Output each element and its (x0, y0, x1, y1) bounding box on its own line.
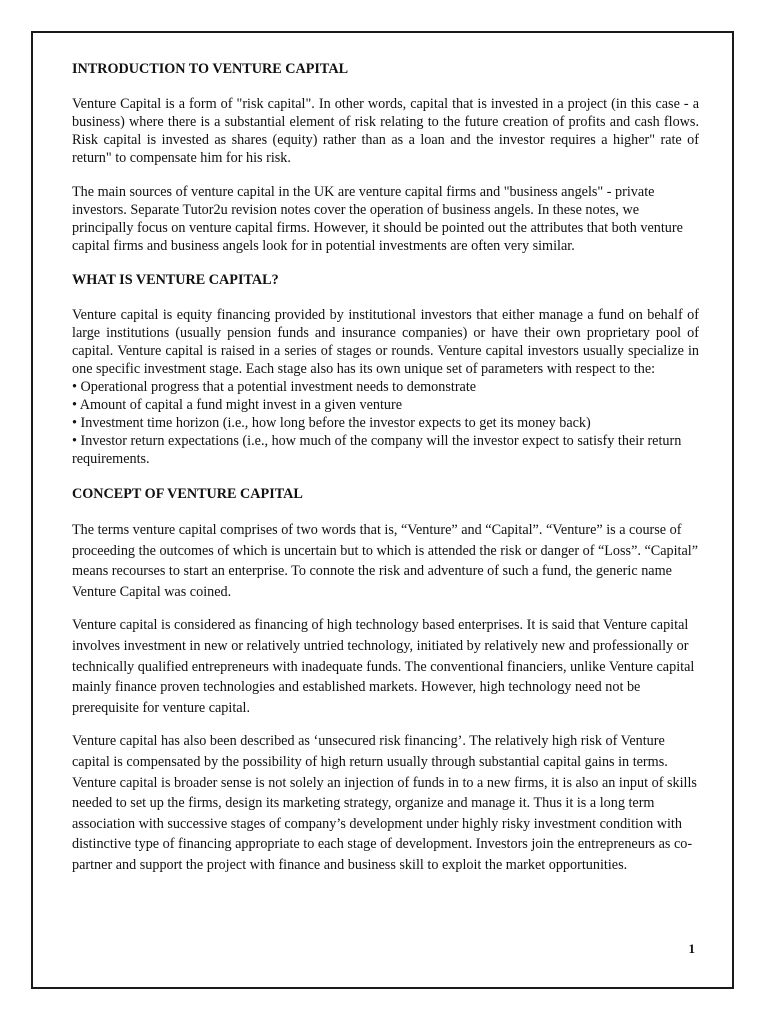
section-what-is-venture-capital (72, 271, 699, 468)
section-heading: CONCEPT OF VENTURE CAPITAL (72, 486, 303, 502)
paragraph: Venture capital is equity financing provided by institutional investors that either manage a fund on behalf of large institutions (usually pension funds and insurance companies) or have their own proprietary pool of capital. Venture capital is raised in a series of stages or rounds. Venture capital investors usually specialize in one specific investment stage. Each stage also has its own unique set of parameters with respect to the: (72, 307, 699, 377)
paragraph: Venture Capital is a form of "risk capital". In other words, capital that is invested in a project (in this case - a business) where there is a substantial element of risk relating to the future creation of profits and cash flows. Risk capital is invested as shares (equity) rather than as a loan and the investor requires a higher" rate of return" to compensate him for his risk. (72, 96, 699, 166)
paragraph: The terms venture capital comprises of two words that is, “Venture” and “Capital”. “Venture” is a course of proceeding the outcomes of which is uncertain but to which is attended the risk or danger of “Loss”. “Capital” means recourses to start an enterprise. To connote the risk and adventure of such a fund, the generic name Venture Capital was coined. (72, 522, 699, 600)
paragraph: Venture capital has also been described as ‘unsecured risk financing’. The relatively high risk of Venture capital is compensated by the possibility of high return usually through substantial capital gains in terms. Venture capital is broader sense is not solely an injection of funds in to a new firms, it is also an input of skills needed to set up the firms, design its marketing strategy, organize and manage it. Thus it is a long term association with successive stages of company’s development under highly risky investment condition with distinctive type of financing appropriate to each stage of development. Investors join the entrepreneurs as co-partner and support the project with finance and business skill to exploit the market opportunities. (72, 733, 697, 873)
paragraph: The main sources of venture capital in the UK are venture capital firms and "business angels" - private investors. Separate Tutor2u revision notes cover the operation of business angels. In these notes, we principally focus on venture capital firms. However, it should be pointed out the attributes that both venture capital firms and business angels look for in potential investments are often very similar. (72, 184, 683, 254)
page-frame (31, 31, 734, 989)
section-heading: INTRODUCTION TO VENTURE CAPITAL (72, 61, 349, 77)
list-item: • Investor return expectations (i.e., how much of the company will the investor expect to satisfy their return requirements. (72, 433, 682, 467)
bullet-list (72, 378, 699, 468)
page-content (72, 60, 699, 889)
paragraph: Venture capital is considered as financing of high technology based enterprises. It is said that Venture capital involves investment in new or relatively untried technology, initiated by relatively new and professionally or technically qualified entrepreneurs with inadequate funds. The conventional financiers, unlike Venture capital mainly finance proven technologies and established markets. However, high technology need not be prerequisite for venture capital. (72, 617, 695, 716)
page-number: 1 (688, 941, 695, 956)
list-item: • Investment time horizon (i.e., how long before the investor expects to get its money back) (72, 415, 591, 431)
section-concept-of-venture-capital (72, 485, 699, 876)
section-introduction (72, 60, 699, 255)
list-item: • Amount of capital a fund might invest in a given venture (72, 397, 403, 413)
section-heading: WHAT IS VENTURE CAPITAL? (72, 272, 279, 288)
list-item: • Operational progress that a potential investment needs to demonstrate (72, 379, 477, 395)
